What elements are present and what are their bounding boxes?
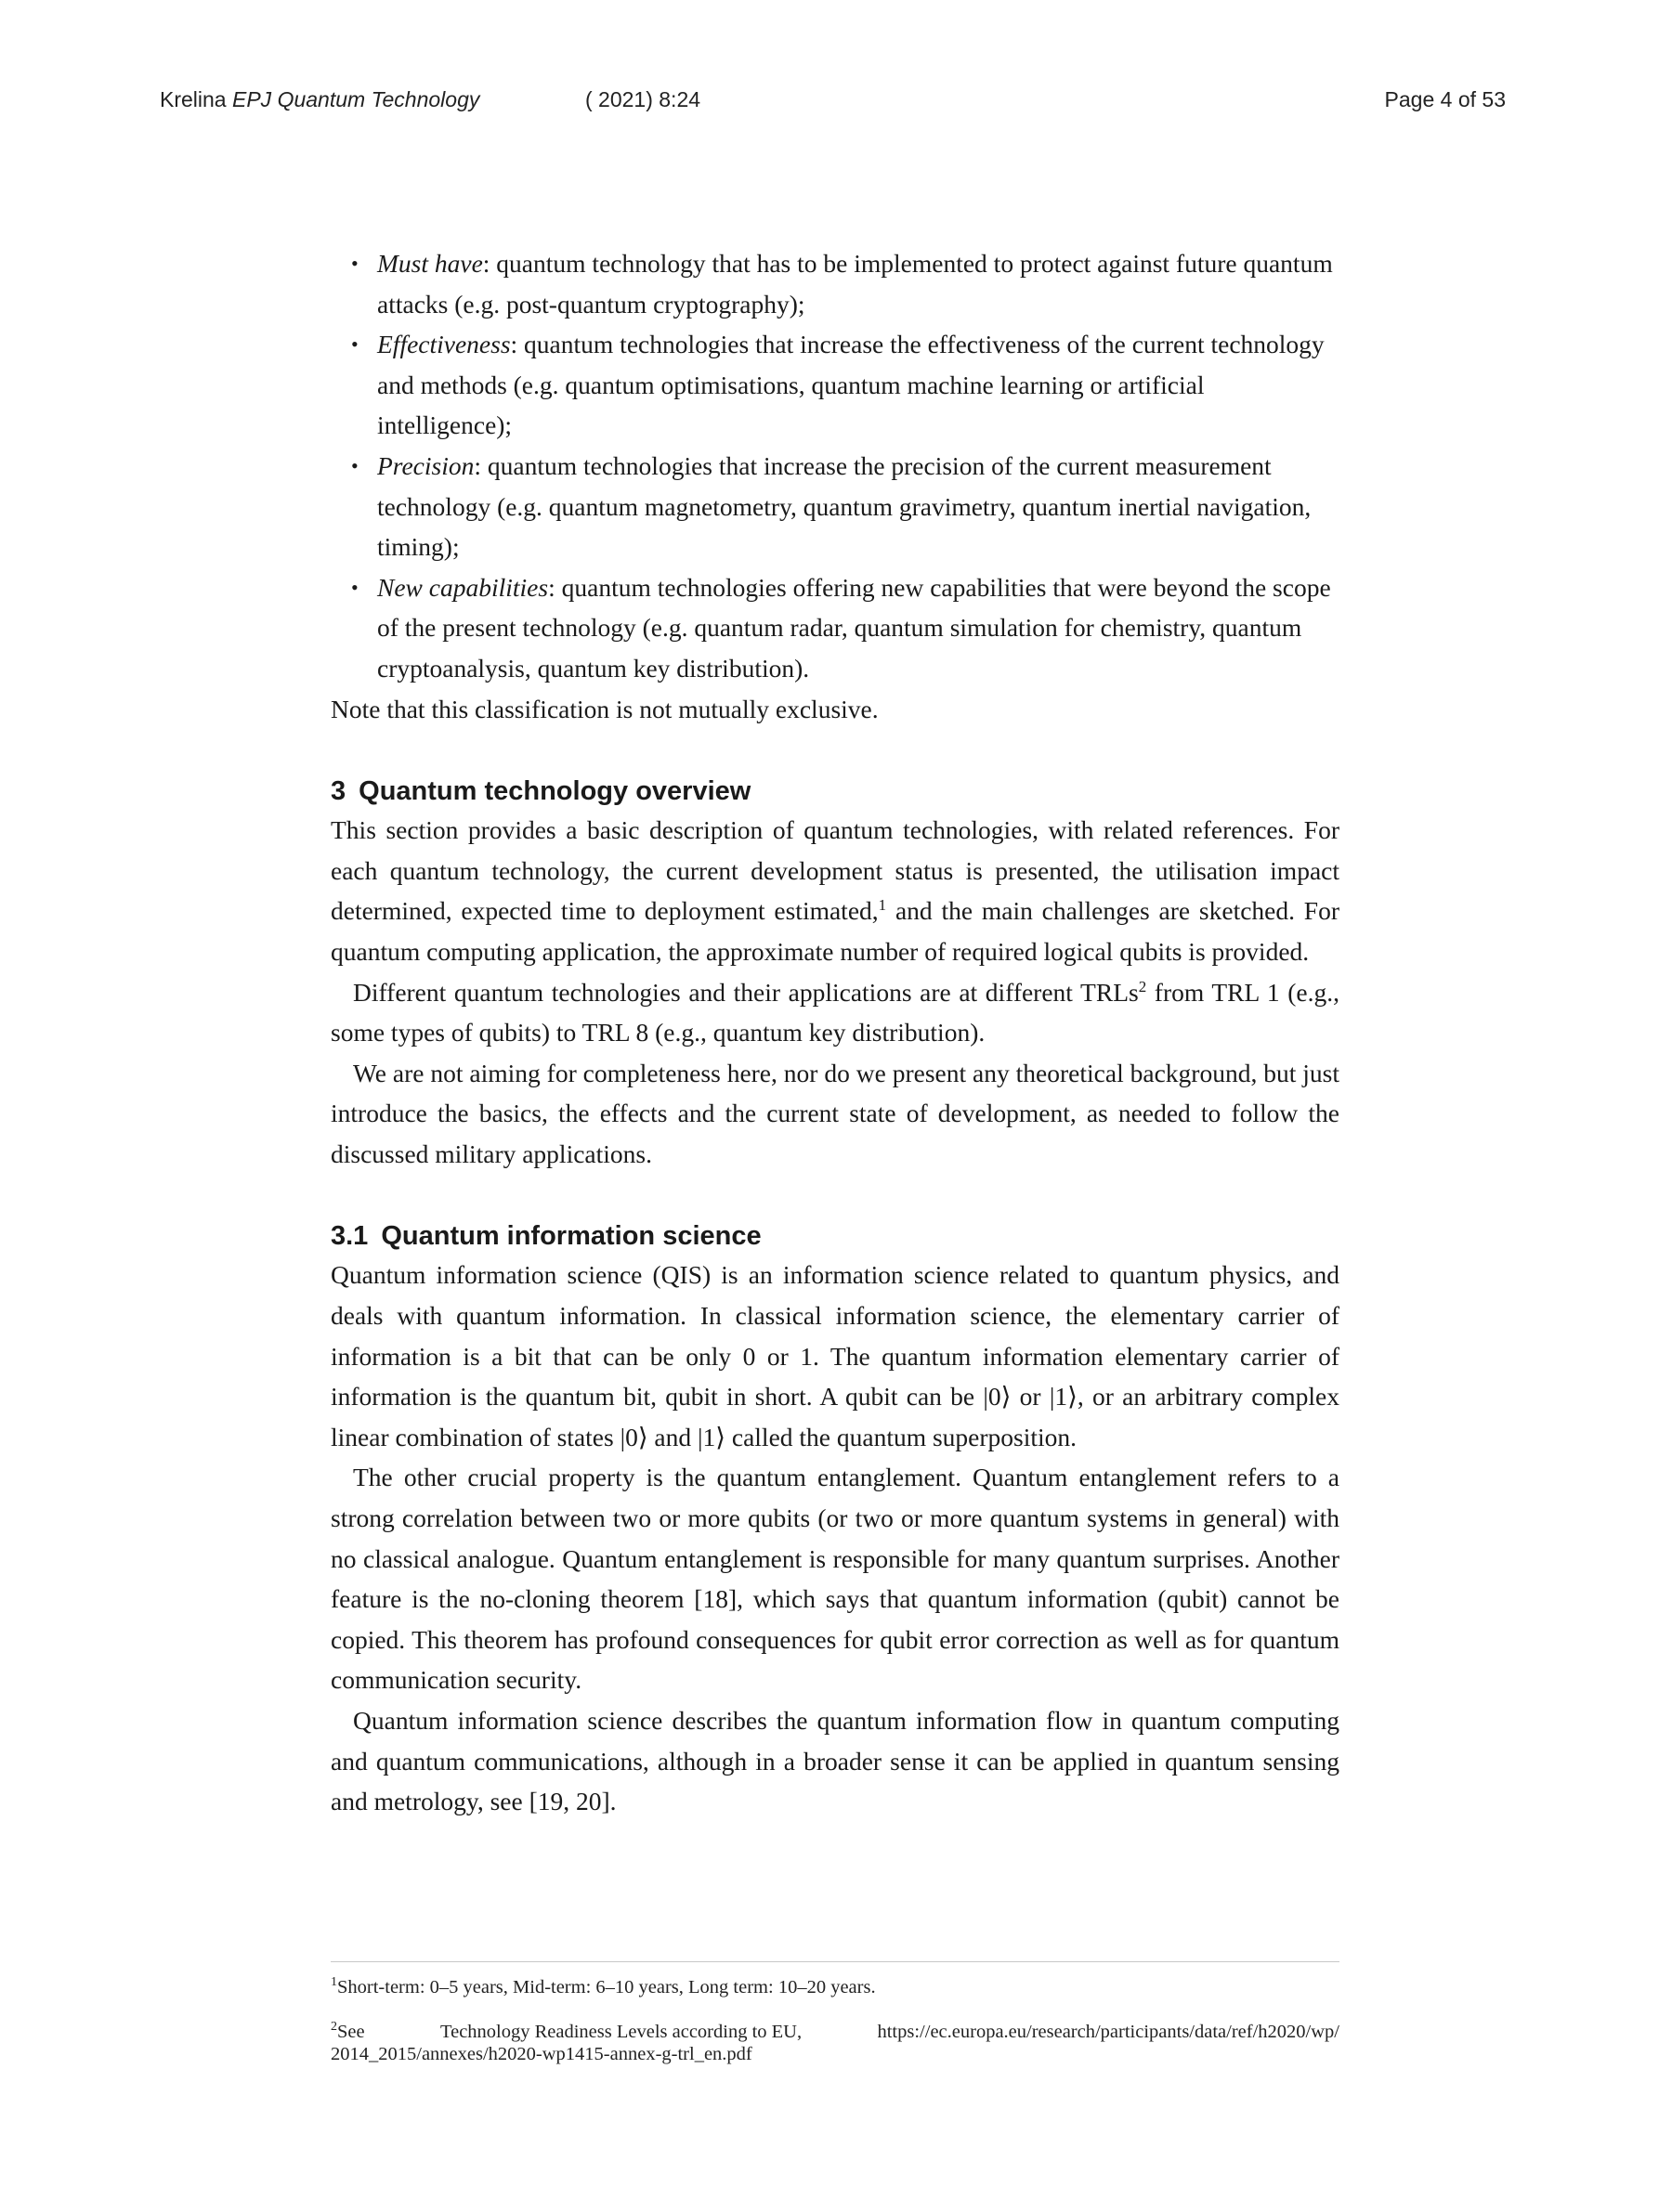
list-item-term: Must have (377, 249, 483, 278)
paragraph: We are not aiming for completeness here, nor do we present any theoretical background, but just introduce the basics, the effects and the current state of development, as needed to follow the discussed military applications. (331, 1058, 1339, 1168)
main-content (331, 243, 1339, 1822)
list-item-text: : quantum technologies offering new capabilities that were beyond the scope of the present technology (e.g. quantum radar, quantum simulation for chemistry, quantum cryptoanalysis, quantum key distribution). (377, 572, 1331, 683)
footnote-ref-2[interactable]: 2 (1138, 977, 1147, 995)
footnote-mark: 2 (331, 2020, 337, 2035)
list-item (331, 243, 1339, 324)
footnote-1 (331, 1976, 1339, 1998)
list-item-text: : quantum technologies that increase the precision of the current measurement technology (e.g. quantum magnetometry, quantum gravimetry, quantum inertial navigation, timing); (377, 450, 1312, 562)
list-item-term: New capabilities (377, 572, 549, 602)
footnote-text: Technology Readiness Levels according to EU, (440, 2022, 803, 2042)
list-item-text: : quantum technologies that increase the effectiveness of the current technology and methods (e.g. quantum optimisations, quantum machine learning or artificial intelligence); (377, 330, 1325, 440)
paragraph-text: and the main challenges are sketched. For quantum computing application, the approximate number of required logical qubits is provided. (331, 896, 1339, 966)
list-item (331, 324, 1339, 446)
list-item-term: Precision (377, 450, 475, 480)
list-item-text: : quantum technology that has to be implemented to protect against future quantum attacks (e.g. post-quantum cryptography); (377, 249, 1333, 319)
section-number: 3 (331, 776, 346, 807)
paragraph: The other crucial property is the quantum entanglement. Quantum entanglement refers to a strong correlation between two or more qubits (or two or more quantum systems in general) with no classical analogue. Quantum entanglement is responsible for many quantum surprises. Another feature is the no-cloning theorem [18], which says that quantum information (qubit) cannot be copied. This theorem has profound consequences for qubit error correction as well as for quantum communication security. (331, 1463, 1339, 1695)
footnote-text: Short-term: 0–5 years, Mid-term: 6–10 years, Long term: 10–20 years. (337, 1977, 876, 1997)
paragraph: Quantum information science (QIS) is an information science related to quantum physics, and deals with quantum information. In classical information science, the elementary carrier of information is a bit that can be only 0 or 1. The quantum information elementary carrier of information is the quantum bit, qubit in short. A qubit can be |0⟩ or |1⟩, or an arbitrary complex linear combination of states |0⟩ and |1⟩ called the quantum superposition. (331, 1260, 1339, 1451)
paragraph-text: Different quantum technologies and their applications are at different TRLs (353, 977, 1139, 1007)
list-item (331, 446, 1339, 567)
footnote-link[interactable]: 2014_2015/annexes/h2020-wp1415-annex-g-trl_en.pdf (331, 2044, 752, 2064)
list-item (331, 567, 1339, 689)
footnote-mark: 1 (331, 1975, 337, 1990)
header-author: Krelina (160, 87, 227, 111)
section-heading (331, 773, 1339, 810)
header-page-number: Page 4 of 53 (1384, 87, 1506, 111)
header-journal: EPJ Quantum Technology (232, 87, 480, 111)
paragraph-text: This section provides a basic description of quantum technologies, with related references. For each quantum technology, the current development status is presented, the utilisation impact determined, expected time to deployment estimated, (331, 815, 1339, 926)
subsection-heading (331, 1217, 1339, 1255)
running-header-left (160, 87, 479, 112)
list-item-term: Effectiveness (377, 330, 511, 359)
footnote-divider (331, 1961, 1339, 1962)
paragraph (331, 972, 1339, 1053)
footnote-ref-1[interactable]: 1 (878, 896, 887, 915)
paragraph: Quantum information science describes the quantum information flow in quantum computing and quantum communications, although in a broader sense it can be applied in quantum sensing and metrology, see [19, 20]. (331, 1706, 1339, 1816)
section-title: Quantum technology overview (359, 776, 751, 807)
classification-list (331, 243, 1339, 689)
classification-note: Note that this classification is not mutually exclusive. (331, 694, 879, 723)
paragraph-text: from TRL 1 (e.g., some types of qubits) to TRL 8 (e.g., quantum key distribution). (331, 977, 1340, 1047)
subsection-title: Quantum information science (381, 1221, 762, 1252)
subsection-number: 3.1 (331, 1221, 369, 1252)
footnote-text: See (337, 2022, 365, 2042)
header-year-volume: ( 2021) 8:24 (585, 87, 701, 111)
footnote-2 (331, 2021, 1339, 2065)
paragraph (331, 810, 1339, 971)
footnote-link[interactable]: https://ec.europa.eu/research/participants/data/ref/h2020/wp/ (877, 2022, 1339, 2042)
